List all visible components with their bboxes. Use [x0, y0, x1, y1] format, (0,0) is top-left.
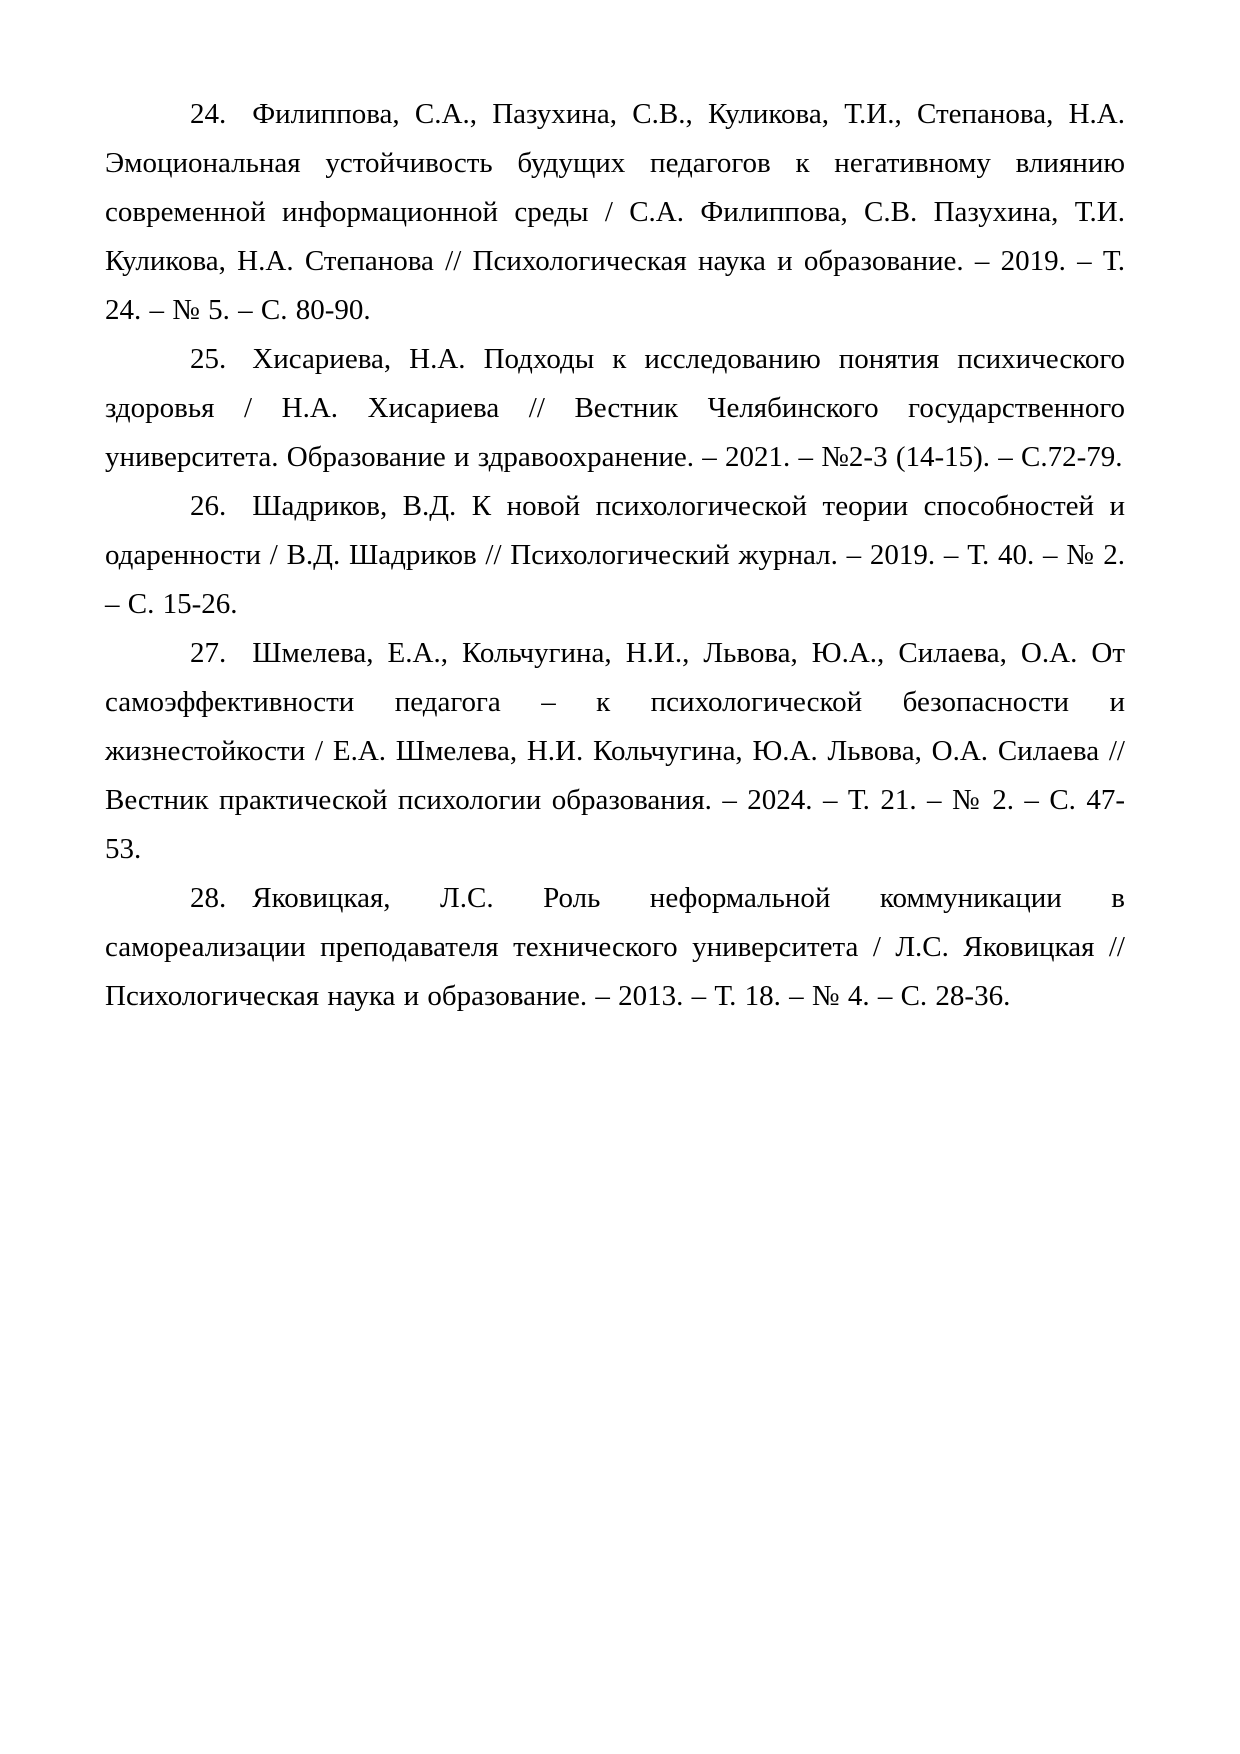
reference-number: 27.: [190, 637, 227, 669]
reference-text: Шадриков, В.Д. К новой психологической теории способностей и одаренности / В.Д. Шадриков // Психологический журнал. – 2019. – Т. 40. – № 2. – С. 15-26.: [105, 490, 1125, 620]
reference-entry: [105, 90, 1125, 335]
reference-number: 25.: [190, 343, 227, 375]
reference-entry: [105, 874, 1125, 1021]
reference-text: Филиппова, С.А., Пазухина, С.В., Куликова, Т.И., Степанова, Н.А. Эмоциональная устойчивость будущих педагогов к негативному влиянию современной информационной среды / С.А. Филиппова, С.В. Пазухина, Т.И. Куликова, Н.А. Степанова // Психологическая наука и образование. – 2019. – Т. 24. – № 5. – С. 80-90.: [105, 98, 1125, 326]
reference-entry: [105, 629, 1125, 874]
reference-number: 28.: [190, 882, 227, 914]
reference-entry: [105, 335, 1125, 482]
reference-entry: [105, 482, 1125, 629]
reference-text: Хисариева, Н.А. Подходы к исследованию понятия психического здоровья / Н.А. Хисариева // Вестник Челябинского государственного университета. Образование и здравоохранение. – 2021. – №2-3 (14-15). – С.72-79.: [105, 343, 1125, 473]
reference-text: Яковицкая, Л.С. Роль неформальной коммуникации в самореализации преподавателя технического университета / Л.С. Яковицкая // Психологическая наука и образование. – 2013. – Т. 18. – № 4. – С. 28-36.: [105, 882, 1125, 1012]
reference-list: [105, 90, 1125, 1021]
reference-number: 24.: [190, 98, 227, 130]
reference-number: 26.: [190, 490, 227, 522]
reference-text: Шмелева, Е.А., Кольчугина, Н.И., Львова, Ю.А., Силаева, О.А. От самоэффективности педагога – к психологической безопасности и жизнестойкости / Е.А. Шмелева, Н.И. Кольчугина, Ю.А. Львова, О.А. Силаева // Вестник практической психологии образования. – 2024. – Т. 21. – № 2. – С. 47-53.: [105, 637, 1125, 865]
